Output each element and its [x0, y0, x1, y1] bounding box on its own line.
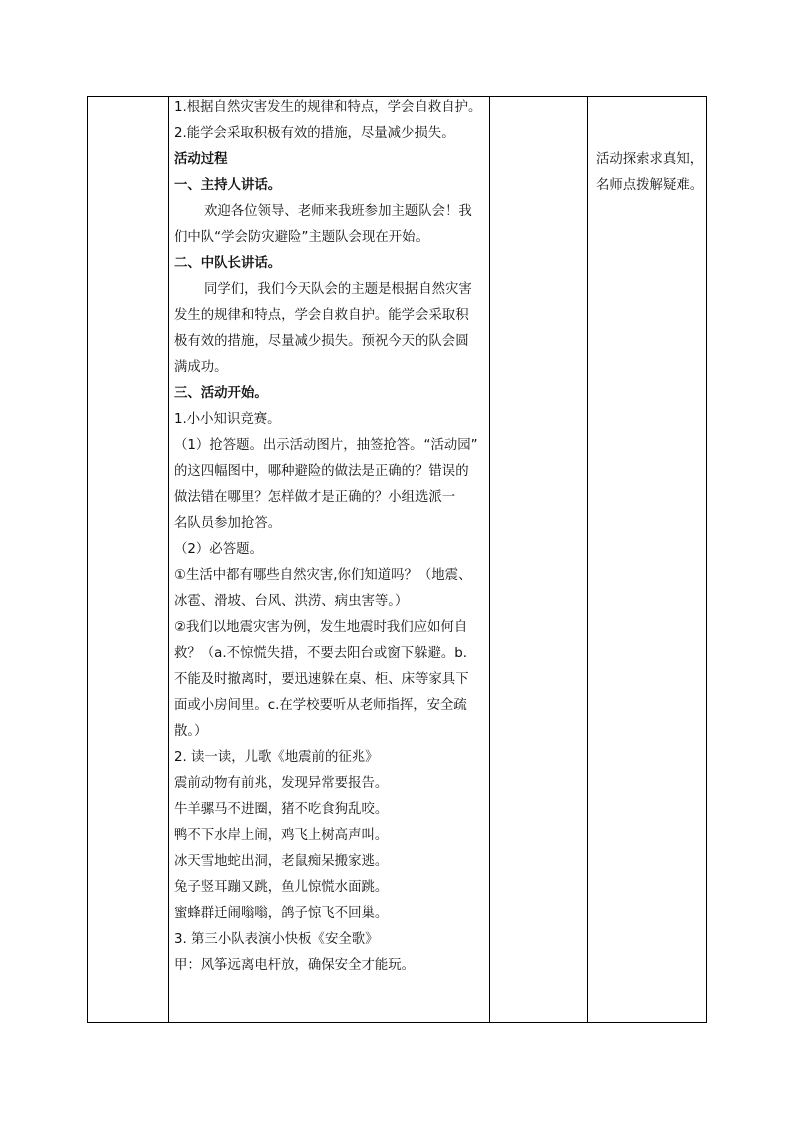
paragraph-line: ②我们以地震灾害为例，发生地震时我们应如何自 [174, 620, 468, 635]
column-divider [168, 97, 169, 1022]
paragraph-line: ①生活中都有哪些自然灾害,你们知道吗？（地震、 [174, 568, 472, 583]
paragraph-line: 同学们，我们今天队会的主题是根据自然灾害 [204, 282, 472, 297]
section-heading-captain-speech: 二、中队长讲话。 [174, 256, 282, 271]
paragraph-line: 面或小房间里。c.在学校要听从老师指挥，安全疏 [174, 698, 467, 713]
paragraph-line: 做法错在哪里？怎样做才是正确的？小组选派一 [174, 490, 456, 505]
paragraph-line: 的这四幅图中，哪种避险的做法是正确的？错误的 [174, 464, 469, 479]
section-heading-activity-process: 活动过程 [174, 152, 228, 167]
subheading-safety-song: 3. 第三小队表演小快板《安全歌》 [174, 932, 379, 947]
poem-line: 牛羊骡马不进圈，猪不吃食狗乱咬。 [174, 802, 389, 817]
poem-line: 鸭不下水岸上闹，鸡飞上树高声叫。 [174, 828, 389, 843]
paragraph-line: 散。） [174, 724, 208, 739]
poem-line: 冰天雪地蛇出洞，老鼠痴呆搬家逃。 [174, 854, 389, 869]
design-intent-cell [589, 97, 706, 1022]
paragraph-line: 名队员参加抢答。 [174, 516, 282, 531]
paragraph-line: （1）抢答题。出示活动图片，抽签抢答。“活动园” [174, 438, 478, 453]
subheading-nursery-rhyme: 2. 读一读，儿歌《地震前的征兆》 [174, 750, 379, 765]
lesson-plan-table [87, 96, 707, 1023]
paragraph-line: 发生的规律和特点，学会自救自护。能学会采取积 [174, 308, 469, 323]
paragraph-line: 欢迎各位领导、老师来我班参加主题队会！我 [204, 204, 472, 219]
paragraph-line: 救？（a.不惊慌失措，不要去阳台或窗下躲避。b. [174, 646, 468, 661]
poem-line: 兔子竖耳蹦又跳，鱼儿惊慌水面跳。 [174, 880, 389, 895]
paragraph-line: 极有效的措施，尽量减少损失。预祝今天的队会圆 [174, 334, 469, 349]
column-divider [587, 97, 588, 1022]
goal-line-2: 2.能学会采取积极有效的措施，尽量减少损失。 [174, 126, 455, 141]
subheading-required-questions: （2）必答题。 [174, 542, 263, 557]
side-note-line-2: 名师点拨解疑难。 [596, 178, 704, 193]
side-note-line-1: 活动探索求真知， [596, 152, 704, 167]
section-heading-activity-start: 三、活动开始。 [174, 386, 268, 401]
paragraph-line: 不能及时撤离时，要迅速躲在桌、柜、床等家具下 [174, 672, 469, 687]
goal-line-1: 1.根据自然灾害发生的规律和特点，学会自救自护。 [174, 100, 482, 115]
poem-line: 震前动物有前兆，发现异常要报告。 [174, 776, 389, 791]
section-heading-host-speech: 一、主持人讲话。 [174, 178, 282, 193]
paragraph-line: 们中队“学会防灾避险”主题队会现在开始。 [174, 230, 429, 245]
poem-line: 蜜蜂群迁闹嗡嗡，鸽子惊飞不回巢。 [174, 906, 389, 921]
paragraph-line: 满成功。 [174, 360, 228, 375]
activity-content-cell [170, 97, 488, 1022]
paragraph-line: 冰雹、滑坡、台风、洪涝、病虫害等。） [174, 594, 409, 609]
paragraph-line: 甲：风筝远离电杆放，确保安全才能玩。 [174, 958, 416, 973]
subheading-knowledge-contest: 1.小小知识竞赛。 [174, 412, 281, 427]
